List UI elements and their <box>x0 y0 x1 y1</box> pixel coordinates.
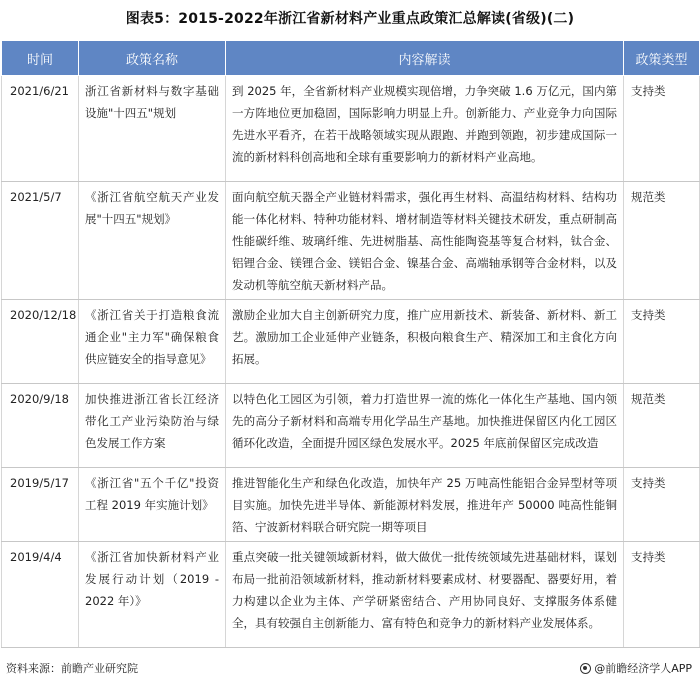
cell-date: 2019/4/4 <box>2 542 79 648</box>
cell-content: 到 2025 年，全省新材料产业规模实现倍增，力争突破 1.6 万亿元，国内第一方阵地位更加稳固，国际影响力明显上升。创新能力、产业竞争力向国际先进水平看齐，在若干战略领域实现从跟跑、并跑到领跑，初步建成国际一流的新材料科创高地和全球有重要影响力的新材料产业高地。 <box>226 76 624 182</box>
cell-policy-name: 加快推进浙江省长江经济带化工产业污染防治与绿色发展工作方案 <box>79 384 226 468</box>
cell-policy-type: 规范类 <box>624 384 700 468</box>
cell-content: 重点突破一批关键领域新材料，做大做优一批传统领域先进基础材料，谋划布局一批前沿领域新材料，推动新材料要素成材、材要器配、器要好用，着力构建以企业为主体、产学研紧密结合、产用协同良好、支撑服务体系健全，具有较强自主创新能力、富有特色和竞争力的新材料产业发展体系。 <box>226 542 624 648</box>
header-policy-type: 政策类型 <box>624 41 700 76</box>
header-content: 内容解读 <box>226 41 624 76</box>
table-row <box>2 384 700 468</box>
cell-date: 2020/9/18 <box>2 384 79 468</box>
cell-content: 面向航空航天器全产业链材料需求，强化再生材料、高温结构材料、结构功能一体化材料、特种功能材料、增材制造等材料关键技术研发，重点研制高性能碳纤维、玻璃纤维、先进树脂基、高性能陶瓷基等复合材料，钛合金、铝锂合金、镁锂合金、镁铝合金、镍基合金、高端轴承钢等合金材料，以及发动机等航空航天新材料产品。 <box>226 182 624 300</box>
table-row <box>2 182 700 300</box>
cell-policy-name: 《浙江省关于打造粮食流通企业"主力军"确保粮食供应链安全的指导意见》 <box>79 300 226 384</box>
cell-policy-type: 支持类 <box>624 468 700 542</box>
table-header-row <box>2 41 700 76</box>
cell-date: 2020/12/18 <box>2 300 79 384</box>
source-note: 资料来源：前瞻产业研究院 <box>6 662 138 675</box>
cell-policy-type: 支持类 <box>624 542 700 648</box>
header-policy-name: 政策名称 <box>79 41 226 76</box>
table-row <box>2 468 700 542</box>
cell-content: 以特色化工园区为引领，着力打造世界一流的炼化一体化生产基地、国内领先的高分子新材料和高端专用化学品生产基地。加快推进保留区内化工园区循环化改造，全面提升园区绿色发展水平。2025 年底前保留区完成改造 <box>226 384 624 468</box>
cell-policy-name: 浙江省新材料与数字基础设施"十四五"规划 <box>79 76 226 182</box>
brand-credit <box>580 660 692 676</box>
cell-content: 激励企业加大自主创新研究力度，推广应用新技术、新装备、新材料、新工艺。激励加工企业延伸产业链条，积极向粮食生产、精深加工和主食化方向拓展。 <box>226 300 624 384</box>
cell-policy-name: 《浙江省"五个千亿"投资工程 2019 年实施计划》 <box>79 468 226 542</box>
qianzhan-logo-icon <box>580 663 591 674</box>
cell-policy-type: 支持类 <box>624 300 700 384</box>
cell-date: 2021/6/21 <box>2 76 79 182</box>
cell-policy-name: 《浙江省加快新材料产业发展行动计划（2019 - 2022 年）》 <box>79 542 226 648</box>
cell-date: 2019/5/17 <box>2 468 79 542</box>
table-row <box>2 542 700 648</box>
cell-policy-type: 支持类 <box>624 76 700 182</box>
figure-title: 图表5：2015-2022年浙江省新材料产业重点政策汇总解读(省级)(二) <box>125 11 575 27</box>
cell-policy-name: 《浙江省航空航天产业发展"十四五"规划》 <box>79 182 226 300</box>
policy-table <box>1 40 700 648</box>
table-row <box>2 76 700 182</box>
cell-date: 2021/5/7 <box>2 182 79 300</box>
cell-policy-type: 规范类 <box>624 182 700 300</box>
brand-text: @前瞻经济学人APP <box>594 662 692 675</box>
cell-content: 推进智能化生产和绿色化改造，加快年产 25 万吨高性能铝合金异型材等项目实施。加快先进半导体、新能源材料发展，推进年产 50000 吨高性能铜箔、宁波新材料联合研究院一期等项目 <box>226 468 624 542</box>
header-date: 时间 <box>2 41 79 76</box>
footer <box>0 656 700 678</box>
table-row <box>2 300 700 384</box>
